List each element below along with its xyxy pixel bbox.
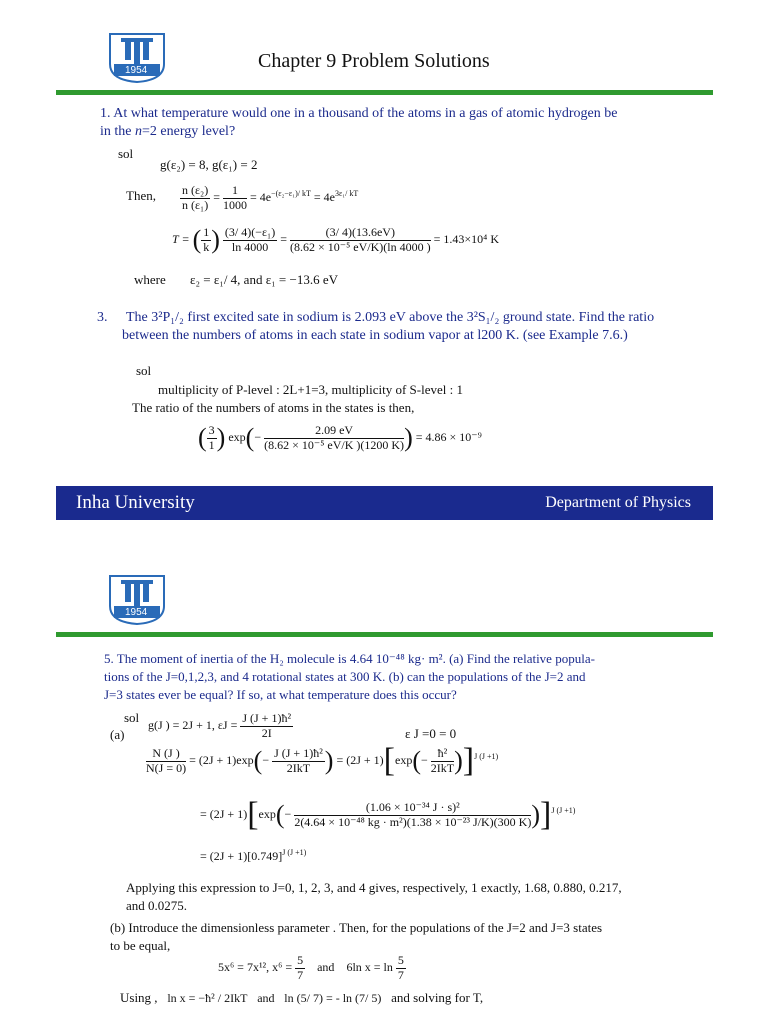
problem5-line2: tions of the J=0,1,2,3, and 4 rotational states at 300 K. (b) can the populations of the J=2 and xyxy=(104,669,586,684)
banner-department: Department of Physics xyxy=(545,494,691,511)
sol-label: sol xyxy=(118,146,134,161)
page-title: Chapter 9 Problem Solutions xyxy=(258,50,490,72)
degeneracy-line: g(ε₂) = 8, g(ε₁) = 2 xyxy=(160,157,258,172)
where-equation: ε₂ = ε₁/ 4, and ε₁ = −13.6 eV xyxy=(190,272,339,287)
sodium-ratio-equation: ( $\frac{3}{1}$ ) exp(− $\frac{2.09 eV}{\text{(8.62 × 10⁻⁵ eV/K )(1200 K)}}$ ) = 4.86 × 10⁻⁹ xyxy=(198,423,482,453)
part-a-label: (a) xyxy=(110,727,125,742)
equal-population-equation: 5x⁶ = 7x¹², x⁶ = $\frac{5}{7}$ and 6ln x = ln $\frac{5}{7}$ xyxy=(218,953,404,982)
problem5-line1: 5. The moment of inertia of the H₂ molecule is 4.64 10⁻⁴⁸ kg· m². (a) Find the relative popula- xyxy=(104,651,595,666)
problem1-line1: 1. At what temperature would one in a thousand of the atoms in a gas of atomic hydrogen be xyxy=(100,106,618,121)
population-ratio-row3: = $(2J + 1)[0.749]^{J (J +1)}$ xyxy=(200,848,307,863)
green-divider xyxy=(56,90,713,95)
footer-banner xyxy=(56,486,713,520)
population-ratio-row2: = (2J + 1)[exp(− $\frac{\text{(1.06 × 10⁻³⁴ J · s)²}}{\text{2(4.64 × 10⁻⁴⁸ kg · m²)(1.38 × 10⁻²³ J/K)(300 K)}}$ )]$^{J (J +1)}$ xyxy=(200,796,576,833)
banner-university: Inha University xyxy=(76,492,195,513)
logo-year: 1954 xyxy=(125,65,148,76)
where-label: where xyxy=(134,272,166,287)
sol-label-3: sol xyxy=(124,710,140,725)
problem3-number: 3. xyxy=(97,310,108,325)
logo-year-2: 1954 xyxy=(125,607,148,618)
university-logo xyxy=(106,30,168,84)
multiplicity-line: multiplicity of P-level : 2L+1=3, multiplicity of S-level : 1 xyxy=(158,382,463,397)
problem3-line1: The 3²P₁/₂ first excited sate in sodium is 2.093 eV above the 3²S₁/₂ ground state. Find the ratio xyxy=(126,310,655,325)
green-divider-2 xyxy=(56,632,713,637)
problem1-line2: in the n=2 energy level? xyxy=(100,124,236,139)
part-b-line2: to be equal, xyxy=(110,938,171,953)
ground-energy-equation: ε J =0 = 0 xyxy=(405,726,457,741)
temperature-equation: T = ( $\frac{1}{k}$ ) $\frac{\text{(3/ 4)(−ε₁)}}{\ln 4000}$ = $\frac{(3/ 4)(13.6eV)}{\text{(8.62 × 10⁻⁵ eV/K)(ln 4000 )}}$ = 1.43×10⁴ K xyxy=(172,225,499,255)
using-line: Using , ln x = −ħ² / 2IkT and ln (5/ 7) = - ln (7/ 5) and solving for T, xyxy=(120,990,484,1005)
applying-line1: Applying this expression to J=0, 1, 2, 3, and 4 gives, respectively, 1 exactly, 1.68, 0.880, 0.217, xyxy=(126,880,622,895)
population-ratio-row1: $\frac{N (J )}{N(J = 0)}$ = (2J + 1)exp(− $\frac{\text{J (J + 1)ħ²}}{\text{2IkT}}$ ) = (2J + 1)[exp(− $\frac{\text{ħ²}}{\text{2IkT}}$ )]$^{J (J +1)}$ xyxy=(146,742,499,779)
ratio-intro-line: The ratio of the numbers of atoms in the states is then, xyxy=(132,400,415,415)
part-b-line1: (b) Introduce the dimensionless parameter . Then, for the populations of the J=2 and J=3 states xyxy=(110,920,603,935)
then-label: Then, xyxy=(126,188,156,203)
degeneracy-energy-equation: g(J ) = 2J + 1, εJ = $\frac{\text{J (J + 1)ħ²}}{2I}$ xyxy=(148,711,292,740)
problem3-line2: between the numbers of atoms in each state in sodium vapor at l200 K. (see Example 7.6.) xyxy=(122,328,628,343)
problem5-line3: J=3 states ever be equal? If so, at what temperature does this occur? xyxy=(104,687,457,702)
sol-label-2: sol xyxy=(136,363,152,378)
population-ratio-equation: $\frac{\text{n (ε₂)}}{\text{n (ε₁)}}$ = $\frac{1}{1000}$ = $4e^{-(\varepsilon_2-\varepsilon_1)/ kT} = 4e^{3\varepsilon_1/ kT}$ xyxy=(182,183,359,212)
applying-line2: and 0.0275. xyxy=(126,898,188,913)
university-logo-2 xyxy=(106,572,168,626)
